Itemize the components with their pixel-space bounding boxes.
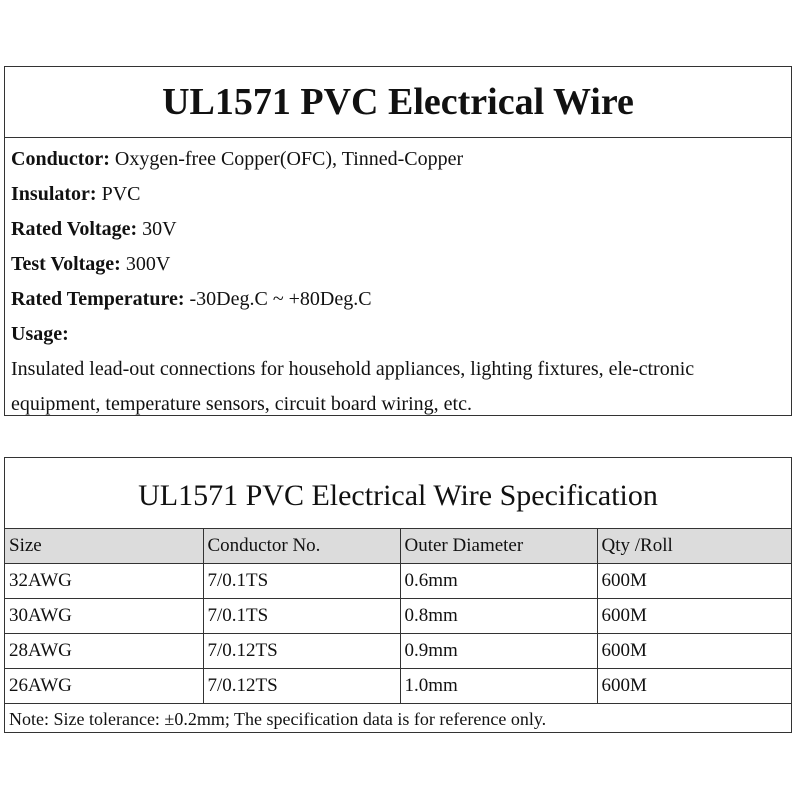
- property-value: -30Deg.C ~ +80Deg.C: [184, 288, 372, 310]
- table-row: [5, 599, 791, 634]
- cell-qty-roll: 600M: [597, 599, 791, 634]
- cell-outer-diameter: 0.8mm: [400, 599, 597, 634]
- property-label: Test Voltage:: [11, 253, 121, 275]
- cell-conductor-no: 7/0.1TS: [203, 564, 400, 599]
- cell-qty-roll: 600M: [597, 564, 791, 599]
- property-value: Oxygen-free Copper(OFC), Tinned-Copper: [109, 148, 464, 170]
- table-row: [5, 634, 791, 669]
- cell-conductor-no: 7/0.12TS: [203, 669, 400, 704]
- cell-size: 30AWG: [5, 599, 203, 634]
- property-value: 30V: [137, 218, 177, 240]
- product-info-box: [4, 66, 792, 416]
- property-label: Usage:: [11, 323, 69, 345]
- property-value: 300V: [120, 253, 171, 275]
- property-value: PVC: [96, 183, 141, 205]
- cell-outer-diameter: 0.6mm: [400, 564, 597, 599]
- table-row: [5, 669, 791, 704]
- cell-qty-roll: 600M: [597, 634, 791, 669]
- property-label: Rated Voltage:: [11, 218, 138, 240]
- header-outer-diameter: Outer Diameter: [400, 529, 597, 564]
- header-size: Size: [5, 529, 203, 564]
- product-title: UL1571 PVC Electrical Wire: [5, 67, 791, 138]
- properties-list: [5, 138, 791, 422]
- property-label: Conductor:: [11, 148, 110, 170]
- property-row-rated-voltage: [11, 212, 791, 247]
- property-row-rated-temperature: [11, 282, 791, 317]
- cell-conductor-no: 7/0.12TS: [203, 634, 400, 669]
- cell-conductor-no: 7/0.1TS: [203, 599, 400, 634]
- table-header-row: [5, 529, 791, 564]
- spec-table: [5, 529, 791, 704]
- cell-size: 28AWG: [5, 634, 203, 669]
- usage-description: Insulated lead-out connections for household appliances, lighting fixtures, ele-ctronic equipment, temperature sensors, circuit board wiring, etc.: [11, 358, 695, 415]
- table-row: [5, 564, 791, 599]
- header-qty-roll: Qty /Roll: [597, 529, 791, 564]
- spec-table-title: UL1571 PVC Electrical Wire Specification: [5, 458, 791, 529]
- header-conductor-no: Conductor No.: [203, 529, 400, 564]
- spec-table-box: [4, 457, 792, 733]
- property-row-test-voltage: [11, 247, 791, 282]
- property-label: Rated Temperature:: [11, 288, 185, 310]
- cell-size: 32AWG: [5, 564, 203, 599]
- spec-note: Note: Size tolerance: ±0.2mm; The specification data is for reference only.: [9, 709, 547, 729]
- property-row-insulator: [11, 177, 791, 212]
- cell-outer-diameter: 0.9mm: [400, 634, 597, 669]
- cell-outer-diameter: 1.0mm: [400, 669, 597, 704]
- property-row-conductor: [11, 142, 791, 177]
- property-row-usage: [11, 317, 791, 352]
- cell-qty-roll: 600M: [597, 669, 791, 704]
- property-label: Insulator:: [11, 183, 97, 205]
- cell-size: 26AWG: [5, 669, 203, 704]
